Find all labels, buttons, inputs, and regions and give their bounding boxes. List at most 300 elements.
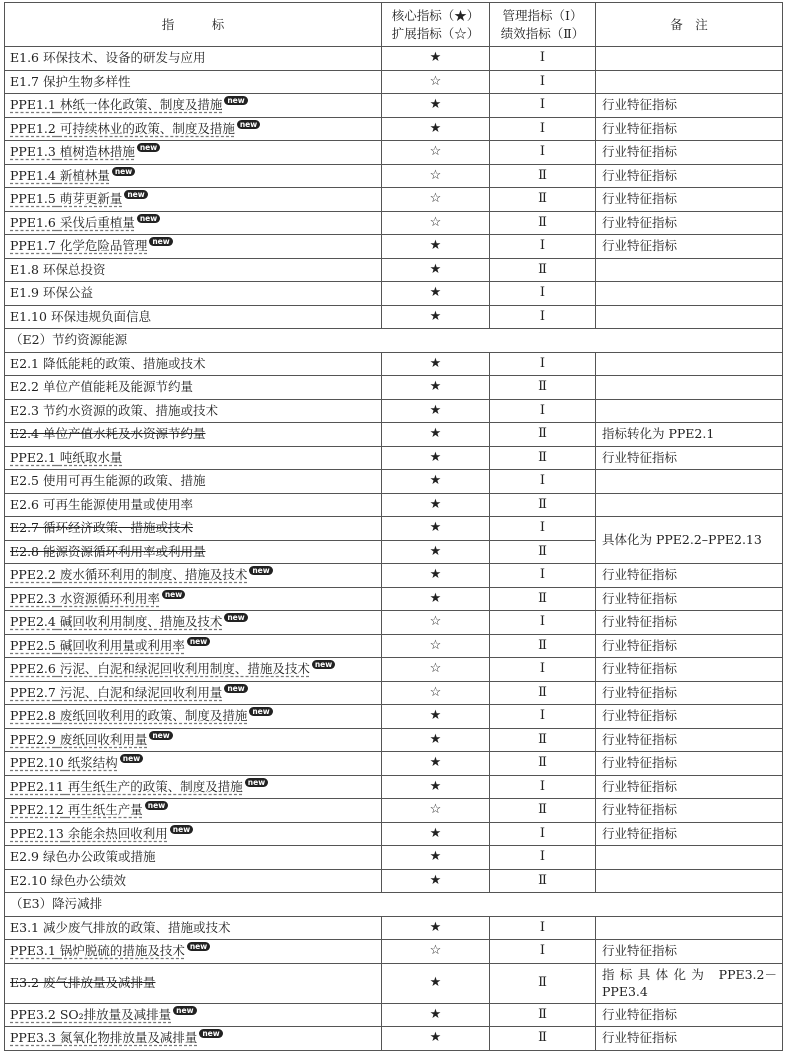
- core-mark: ★: [382, 752, 490, 776]
- new-badge: new: [137, 143, 160, 152]
- remark-cell: [596, 47, 783, 71]
- indicator-cell: [5, 282, 382, 306]
- indicator-type: Ⅱ: [490, 752, 596, 776]
- new-badge: new: [187, 942, 210, 951]
- new-badge: new: [199, 1029, 222, 1038]
- table-row: [5, 70, 783, 94]
- remark-cell: 行业特征指标: [596, 235, 783, 259]
- remark-cell: 行业特征指标: [596, 1027, 783, 1051]
- indicator-name: 单位产值水耗及水资源节约量: [43, 426, 206, 441]
- indicator-cell: [5, 611, 382, 635]
- remark-cell: 行业特征指标: [596, 164, 783, 188]
- table-row: [5, 282, 783, 306]
- remark-cell: [596, 399, 783, 423]
- new-badge: new: [173, 1006, 196, 1015]
- indicator-cell: [5, 634, 382, 658]
- indicator-name: 废气排放量及减排量: [43, 974, 156, 990]
- new-badge: new: [124, 190, 147, 199]
- indicator-type: Ⅰ: [490, 940, 596, 964]
- header-indicator: 指 标: [5, 3, 382, 47]
- indicator-cell: [5, 446, 382, 470]
- table-row: [5, 752, 783, 776]
- indicator-name: 纸浆结构: [67, 755, 118, 770]
- indicator-code: E2.8: [10, 543, 40, 559]
- indicator-code: E1.10: [10, 308, 47, 324]
- indicator-cell: [5, 70, 382, 94]
- new-badge: new: [145, 801, 168, 810]
- indicator-code: E2.5: [10, 473, 40, 488]
- core-mark: ★: [382, 446, 490, 470]
- indicator-type: Ⅱ: [490, 869, 596, 893]
- table-row: [5, 188, 783, 212]
- core-mark: ★: [382, 399, 490, 423]
- remark-cell: 行业特征指标: [596, 658, 783, 682]
- table-row: [5, 681, 783, 705]
- indicator-code: PPE1.6: [10, 214, 56, 230]
- indicator-cell: [5, 799, 382, 823]
- remark-cell: 行业特征指标: [596, 775, 783, 799]
- core-mark: ★: [382, 1003, 490, 1027]
- indicator-code: PPE3.2: [10, 1006, 56, 1022]
- new-badge: new: [112, 167, 135, 176]
- indicator-cell: [5, 258, 382, 282]
- indicator-type: Ⅱ: [490, 188, 596, 212]
- indicator-cell: [5, 423, 382, 447]
- indicator-type: Ⅱ: [490, 211, 596, 235]
- indicator-cell: [5, 305, 382, 329]
- table-row: [5, 470, 783, 494]
- indicator-type: Ⅰ: [490, 611, 596, 635]
- table-row: [5, 164, 783, 188]
- indicator-name: 循环经济政策、措施或技术: [43, 520, 194, 535]
- table-row: [5, 235, 783, 259]
- table-row: [5, 728, 783, 752]
- table-row: [5, 117, 783, 141]
- table-header-row: [5, 3, 783, 47]
- indicator-name: 植树造林措施: [59, 144, 135, 159]
- indicator-cell: [5, 658, 382, 682]
- indicator-cell: [5, 564, 382, 588]
- remark-cell: 行业特征指标: [596, 799, 783, 823]
- core-mark: ★: [382, 728, 490, 752]
- remark-cell: 行业特征指标: [596, 587, 783, 611]
- indicator-name: 绿色办公政策或措施: [43, 849, 156, 864]
- table-row: [5, 47, 783, 71]
- indicator-cell: [5, 493, 382, 517]
- new-badge: new: [249, 566, 272, 575]
- core-mark: ☆: [382, 188, 490, 212]
- indicator-cell: [5, 47, 382, 71]
- table-row: [5, 258, 783, 282]
- indicator-type: Ⅰ: [490, 658, 596, 682]
- table-row: [5, 141, 783, 165]
- core-mark: ★: [382, 235, 490, 259]
- indicator-name: 能源资源循环利用率或利用量: [43, 543, 206, 559]
- indicator-type: Ⅰ: [490, 117, 596, 141]
- indicator-cell: [5, 517, 382, 541]
- indicator-cell: [5, 752, 382, 776]
- indicator-name: 污泥、白泥和绿泥回收利用量: [59, 684, 223, 700]
- indicator-type: Ⅱ: [490, 423, 596, 447]
- indicator-name: 环保技术、设备的研发与应用: [43, 50, 206, 65]
- table-row: [5, 376, 783, 400]
- core-mark: ★: [382, 822, 490, 846]
- indicator-code: E2.3: [10, 402, 40, 418]
- indicator-type: Ⅱ: [490, 728, 596, 752]
- remark-cell: [596, 282, 783, 306]
- remark-cell: 行业特征指标: [596, 752, 783, 776]
- core-mark: ★: [382, 94, 490, 118]
- indicator-name: 碱回收利用量或利用率: [59, 637, 185, 653]
- header-remark: 备 注: [596, 3, 783, 47]
- table-row: [5, 611, 783, 635]
- new-badge: new: [224, 96, 247, 105]
- core-mark: ☆: [382, 634, 490, 658]
- indicator-type: Ⅰ: [490, 305, 596, 329]
- indicator-code: PPE2.7: [10, 684, 56, 700]
- core-mark: ★: [382, 376, 490, 400]
- indicator-code: E3.2: [10, 974, 40, 990]
- indicator-code: E1.7: [10, 73, 40, 89]
- indicator-code: PPE1.2: [10, 120, 56, 136]
- remark-cell: 行业特征指标: [596, 188, 783, 212]
- remark-cell: [596, 869, 783, 893]
- indicator-type: Ⅱ: [490, 446, 596, 470]
- indicator-cell: [5, 188, 382, 212]
- table-row: [5, 916, 783, 940]
- indicator-type: Ⅱ: [490, 681, 596, 705]
- remark-cell: [596, 258, 783, 282]
- remark-cell: [596, 493, 783, 517]
- indicator-type: Ⅱ: [490, 634, 596, 658]
- indicator-type: Ⅰ: [490, 94, 596, 118]
- indicator-name: 吨纸取水量: [59, 449, 123, 465]
- indicator-cell: [5, 869, 382, 893]
- remark-cell: [596, 305, 783, 329]
- core-mark: ★: [382, 916, 490, 940]
- table-row: [5, 963, 783, 1003]
- table-row: [5, 846, 783, 870]
- indicator-name: 余能余热回收利用: [67, 825, 168, 841]
- remark-cell: 行业特征指标: [596, 940, 783, 964]
- indicator-name: SO₂排放量及减排量: [59, 1006, 172, 1022]
- indicator-name: 萌芽更新量: [59, 191, 123, 206]
- indicator-cell: [5, 728, 382, 752]
- core-mark: ☆: [382, 611, 490, 635]
- indicator-cell: [5, 94, 382, 118]
- indicator-code: PPE2.3: [10, 590, 56, 606]
- new-badge: new: [162, 590, 185, 599]
- indicator-code: PPE2.9: [10, 731, 56, 747]
- remark-cell: 行业特征指标: [596, 822, 783, 846]
- indicator-table: [4, 2, 783, 1051]
- indicator-code: PPE3.3: [10, 1030, 56, 1045]
- indicator-type: Ⅱ: [490, 540, 596, 564]
- indicator-cell: [5, 352, 382, 376]
- indicator-code: E2.4: [10, 426, 40, 441]
- indicator-code: PPE2.13: [10, 825, 64, 841]
- core-mark: ☆: [382, 164, 490, 188]
- remark-cell: [596, 376, 783, 400]
- indicator-type: Ⅰ: [490, 399, 596, 423]
- core-mark: ★: [382, 282, 490, 306]
- remark-cell: 行业特征指标: [596, 211, 783, 235]
- indicator-name: 锅炉脱硫的措施及技术: [59, 943, 185, 958]
- remark-cell: 行业特征指标: [596, 117, 783, 141]
- core-mark: ★: [382, 963, 490, 1003]
- indicator-cell: [5, 963, 382, 1003]
- table-row: [5, 587, 783, 611]
- indicator-name: 再生纸生产的政策、制度及措施: [67, 778, 243, 794]
- indicator-code: E1.8: [10, 261, 40, 277]
- indicator-code: E2.1: [10, 355, 40, 371]
- indicator-cell: [5, 846, 382, 870]
- indicator-code: PPE1.1: [10, 97, 56, 112]
- indicator-type: Ⅰ: [490, 705, 596, 729]
- indicator-name: 碱回收利用制度、措施及技术: [59, 614, 223, 629]
- table-row: [5, 775, 783, 799]
- indicator-type: Ⅱ: [490, 1027, 596, 1051]
- indicator-cell: [5, 235, 382, 259]
- core-mark: ★: [382, 1027, 490, 1051]
- indicator-cell: [5, 940, 382, 964]
- core-mark: ☆: [382, 799, 490, 823]
- indicator-cell: [5, 822, 382, 846]
- indicator-code: E1.6: [10, 50, 40, 65]
- remark-cell: 指标具体化为 PPE3.2－PPE3.4: [596, 963, 783, 1003]
- indicator-type: Ⅰ: [490, 282, 596, 306]
- indicator-type: Ⅰ: [490, 822, 596, 846]
- remark-cell: 行业特征指标: [596, 446, 783, 470]
- table-row: [5, 493, 783, 517]
- table-row: [5, 305, 783, 329]
- remark-cell: 具体化为 PPE2.2–PPE2.13: [596, 517, 783, 564]
- indicator-cell: [5, 470, 382, 494]
- remark-cell: 行业特征指标: [596, 94, 783, 118]
- indicator-type: Ⅰ: [490, 352, 596, 376]
- remark-cell: 指标转化为 PPE2.1: [596, 423, 783, 447]
- core-mark: ★: [382, 540, 490, 564]
- indicator-name: 可再生能源使用量或使用率: [43, 496, 194, 512]
- core-mark: ★: [382, 305, 490, 329]
- indicator-code: E3.1: [10, 919, 40, 935]
- new-badge: new: [249, 707, 272, 716]
- indicator-code: PPE1.7: [10, 238, 56, 253]
- core-mark: ☆: [382, 70, 490, 94]
- indicator-code: PPE2.1: [10, 449, 56, 465]
- indicator-cell: [5, 916, 382, 940]
- new-badge: new: [312, 660, 335, 669]
- header-core-extended: 核心指标（★） 扩展指标（☆）: [382, 3, 490, 47]
- indicator-type: Ⅰ: [490, 916, 596, 940]
- indicator-type: Ⅱ: [490, 963, 596, 1003]
- indicator-code: PPE2.2: [10, 567, 56, 582]
- table-row: [5, 352, 783, 376]
- indicator-code: E1.9: [10, 285, 40, 300]
- indicator-name: 降低能耗的政策、措施或技术: [43, 355, 206, 371]
- indicator-name: 绿色办公绩效: [50, 872, 126, 888]
- indicator-name: 节约水资源的政策、措施或技术: [43, 402, 219, 418]
- indicator-type: Ⅱ: [490, 493, 596, 517]
- indicator-cell: [5, 164, 382, 188]
- indicator-cell: [5, 681, 382, 705]
- indicator-type: Ⅰ: [490, 517, 596, 541]
- table-row: [5, 517, 783, 541]
- table-row: [5, 446, 783, 470]
- indicator-name: 环保总投资: [43, 261, 106, 277]
- indicator-name: 可持续林业的政策、制度及措施: [59, 120, 235, 136]
- indicator-type: Ⅰ: [490, 235, 596, 259]
- indicator-code: PPE2.8: [10, 708, 56, 723]
- table-row: [5, 211, 783, 235]
- indicator-name: 废纸回收利用的政策、制度及措施: [59, 708, 248, 723]
- indicator-name: 污泥、白泥和绿泥回收利用制度、措施及技术: [59, 661, 310, 676]
- core-mark: ★: [382, 775, 490, 799]
- indicator-name: 新植林量: [59, 167, 110, 183]
- indicator-type: Ⅰ: [490, 70, 596, 94]
- indicator-type: Ⅰ: [490, 47, 596, 71]
- core-mark: ★: [382, 517, 490, 541]
- new-badge: new: [224, 613, 247, 622]
- table-row: [5, 634, 783, 658]
- indicator-code: PPE1.5: [10, 191, 56, 206]
- indicator-name: 再生纸生产量: [67, 802, 143, 817]
- indicator-cell: [5, 775, 382, 799]
- remark-cell: 行业特征指标: [596, 1003, 783, 1027]
- core-mark: ★: [382, 705, 490, 729]
- indicator-name: 保护生物多样性: [43, 73, 131, 89]
- indicator-cell: [5, 1003, 382, 1027]
- indicator-code: PPE2.5: [10, 637, 56, 653]
- indicator-cell: [5, 540, 382, 564]
- core-mark: ★: [382, 869, 490, 893]
- indicator-name: 水资源循环利用率: [59, 590, 160, 606]
- indicator-cell: [5, 141, 382, 165]
- table-row: [5, 423, 783, 447]
- core-mark: ★: [382, 846, 490, 870]
- remark-cell: 行业特征指标: [596, 728, 783, 752]
- new-badge: new: [187, 637, 210, 646]
- table-row: [5, 658, 783, 682]
- table-row: [5, 1003, 783, 1027]
- new-badge: new: [170, 825, 193, 834]
- table-row: [5, 822, 783, 846]
- new-badge: new: [120, 754, 143, 763]
- indicator-code: PPE2.6: [10, 661, 56, 676]
- core-mark: ★: [382, 117, 490, 141]
- indicator-code: E2.2: [10, 379, 40, 394]
- indicator-name: 环保违规负面信息: [50, 308, 151, 324]
- indicator-code: E2.7: [10, 520, 40, 535]
- indicator-cell: [5, 705, 382, 729]
- indicator-code: E2.9: [10, 849, 40, 864]
- core-mark: ★: [382, 258, 490, 282]
- remark-cell: 行业特征指标: [596, 634, 783, 658]
- new-badge: new: [149, 731, 172, 740]
- core-mark: ☆: [382, 141, 490, 165]
- header-management-performance: 管理指标（Ⅰ） 绩效指标（Ⅱ）: [490, 3, 596, 47]
- section-title: （E3）降污减排: [5, 893, 382, 917]
- indicator-code: PPE2.12: [10, 802, 64, 817]
- indicator-code: PPE2.4: [10, 614, 56, 629]
- indicator-name: 环保公益: [43, 285, 94, 300]
- new-badge: new: [237, 120, 260, 129]
- indicator-code: E2.10: [10, 872, 47, 888]
- indicator-cell: [5, 117, 382, 141]
- indicator-name: 氮氧化物排放量及减排量: [59, 1030, 198, 1045]
- indicator-name: 化学危险品管理: [59, 238, 148, 253]
- indicator-code: PPE2.11: [10, 778, 64, 794]
- new-badge: new: [137, 214, 160, 223]
- core-mark: ★: [382, 423, 490, 447]
- remark-cell: 行业特征指标: [596, 705, 783, 729]
- indicator-cell: [5, 211, 382, 235]
- remark-cell: 行业特征指标: [596, 611, 783, 635]
- table-row: [5, 399, 783, 423]
- indicator-code: PPE2.10: [10, 755, 64, 770]
- indicator-code: PPE3.1: [10, 943, 56, 958]
- indicator-type: Ⅱ: [490, 799, 596, 823]
- core-mark: ★: [382, 352, 490, 376]
- new-badge: new: [149, 237, 172, 246]
- core-mark: ☆: [382, 658, 490, 682]
- indicator-type: Ⅰ: [490, 564, 596, 588]
- new-badge: new: [245, 778, 268, 787]
- core-mark: ★: [382, 47, 490, 71]
- indicator-type: Ⅱ: [490, 587, 596, 611]
- indicator-type: Ⅱ: [490, 376, 596, 400]
- new-badge: new: [224, 684, 247, 693]
- indicator-name: 使用可再生能源的政策、措施: [43, 473, 206, 488]
- indicator-type: Ⅱ: [490, 258, 596, 282]
- core-mark: ★: [382, 470, 490, 494]
- indicator-code: PPE1.3: [10, 144, 56, 159]
- section-row: [5, 329, 783, 353]
- table-row: [5, 1027, 783, 1051]
- indicator-type: Ⅰ: [490, 470, 596, 494]
- remark-cell: 行业特征指标: [596, 681, 783, 705]
- indicator-name: 废水循环利用的制度、措施及技术: [59, 567, 248, 582]
- indicator-name: 单位产值能耗及能源节约量: [43, 379, 194, 394]
- core-mark: ★: [382, 493, 490, 517]
- table-row: [5, 799, 783, 823]
- table-row: [5, 564, 783, 588]
- indicator-type: Ⅰ: [490, 141, 596, 165]
- remark-cell: [596, 916, 783, 940]
- table-row: [5, 94, 783, 118]
- section-title: （E2）节约资源能源: [5, 329, 382, 353]
- indicator-cell: [5, 587, 382, 611]
- indicator-cell: [5, 399, 382, 423]
- table-row: [5, 869, 783, 893]
- indicator-name: 林纸一体化政策、制度及措施: [59, 97, 223, 112]
- core-mark: ★: [382, 564, 490, 588]
- remark-cell: [596, 352, 783, 376]
- core-mark: ☆: [382, 211, 490, 235]
- indicator-type: Ⅰ: [490, 775, 596, 799]
- indicator-code: PPE1.4: [10, 167, 56, 183]
- indicator-type: Ⅱ: [490, 164, 596, 188]
- indicator-cell: [5, 1027, 382, 1051]
- indicator-name: 减少废气排放的政策、措施或技术: [43, 919, 231, 935]
- core-mark: ☆: [382, 940, 490, 964]
- core-mark: ★: [382, 587, 490, 611]
- section-row: [5, 893, 783, 917]
- indicator-type: Ⅰ: [490, 846, 596, 870]
- indicator-name: 废纸回收利用量: [59, 731, 148, 747]
- indicator-type: Ⅱ: [490, 1003, 596, 1027]
- remark-cell: [596, 846, 783, 870]
